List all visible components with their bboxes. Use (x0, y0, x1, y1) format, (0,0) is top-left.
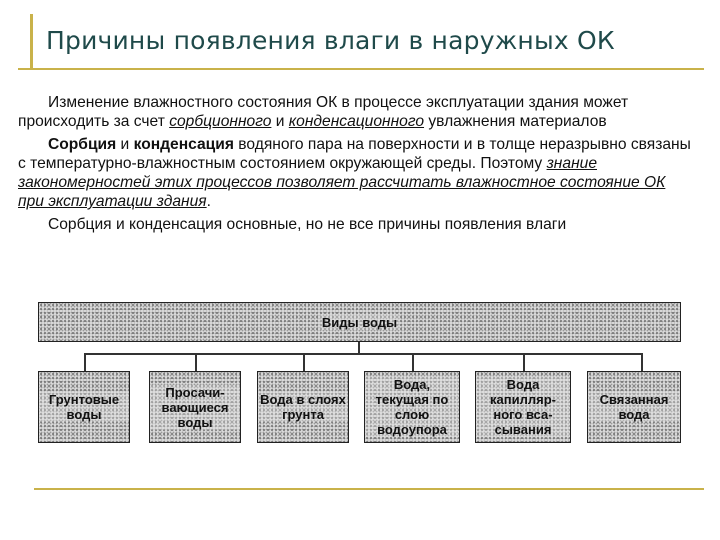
connector-child-4 (412, 353, 414, 371)
diagram-child-box-6 (587, 371, 681, 443)
p1-term-condensation: конденсационного (288, 113, 425, 130)
child-label-groundwater: Грунтовые воды (39, 392, 129, 422)
connector-child-2 (195, 353, 197, 371)
connector-horizontal (84, 353, 641, 355)
p1-text-a: Изменение влажностного состояния ОК в процессе эксплуатации здания может происходить за счет (18, 94, 629, 130)
p1-term-sorption: сорбционного (169, 113, 272, 130)
connector-child-3 (303, 353, 305, 371)
p2-text-b: водяного пара на поверхности и в толще неразрывно связаны с температурно-влажностным состоянием окружающей среды. Поэтому (18, 136, 691, 172)
diagram-root-label: Виды воды (321, 314, 398, 330)
p2-bold-sorption: Сорбция (48, 136, 117, 153)
connector-child-6 (641, 353, 643, 371)
diagram-child-box-3 (257, 371, 349, 443)
p2-text-c: . (206, 193, 211, 210)
p2-text-a: и (116, 136, 134, 153)
child-label-bound-water: Связанная вода (588, 392, 680, 422)
p1-text-b: и (271, 113, 289, 130)
p2-bold-condensation: конденсация (133, 136, 234, 153)
p1-text-c: увлажнения материалов (424, 113, 607, 130)
p2-underlined-statement: знание закономерностей этих процессов позволяет рассчитать влажностное состояние ОК при эксплуатации здания (18, 155, 666, 210)
child-label-seeping-water: Просачи- вающиеся воды (150, 385, 240, 430)
child-label-soil-layer-water: Вода в слоях грунта (258, 392, 348, 422)
slide-title: Причины появления влаги в наружных ОК (46, 26, 615, 55)
child-label-aquitard-water: Вода, текущая по слою водоупора (365, 377, 459, 437)
diagram-child-box-4 (364, 371, 460, 443)
connector-child-1 (84, 353, 86, 371)
diagram-child-box-1 (38, 371, 130, 443)
diagram-child-box-2 (149, 371, 241, 443)
footer-accent-bar (34, 488, 704, 490)
paragraph-3: Сорбция и конденсация основные, но не все причины появления влаги (48, 216, 567, 233)
diagram-root-box (38, 302, 681, 342)
child-label-capillary-water: Вода капилляр- ного вса- сывания (476, 377, 570, 437)
connector-child-5 (523, 353, 525, 371)
diagram-child-box-5 (475, 371, 571, 443)
